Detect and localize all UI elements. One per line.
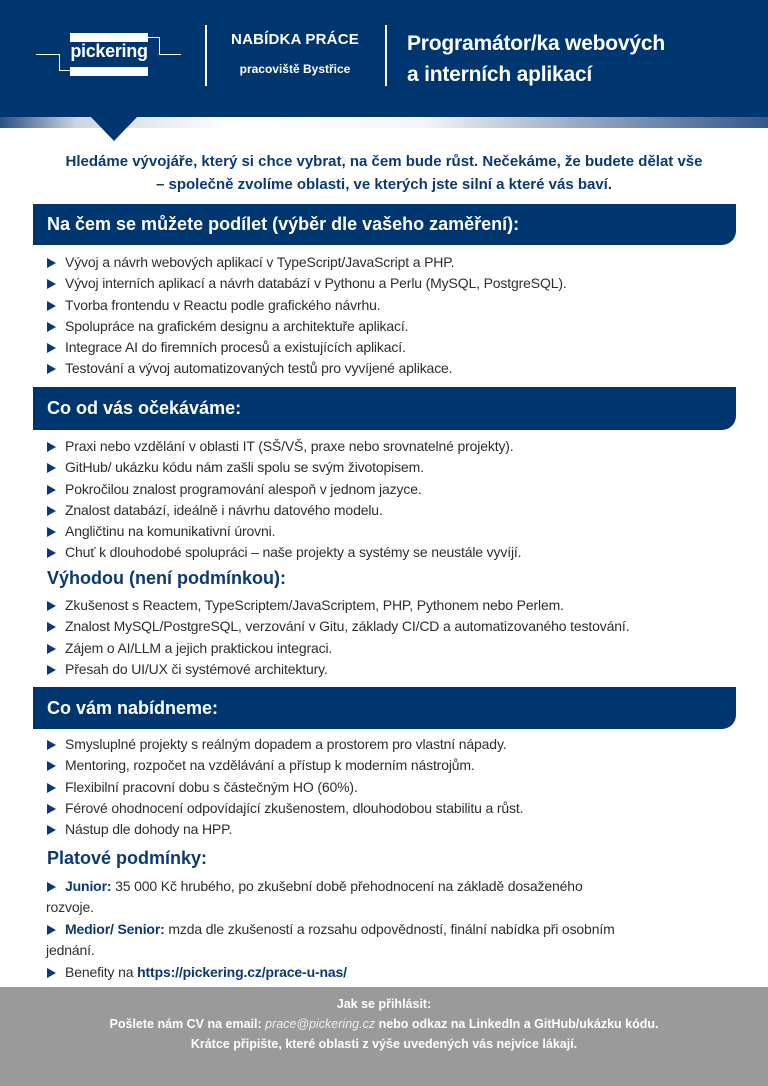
intro-text bbox=[20, 150, 748, 196]
list-item bbox=[46, 734, 756, 755]
bullet-triangle-icon bbox=[47, 882, 56, 892]
bullet-triangle-icon bbox=[47, 527, 56, 537]
bullet-triangle-icon bbox=[47, 506, 56, 516]
footer-heading: Jak se přihlásit: bbox=[336, 997, 432, 1011]
job-title bbox=[407, 28, 757, 90]
bullet-triangle-icon bbox=[47, 485, 56, 495]
section-header-benefits bbox=[33, 687, 736, 729]
list-item-text: Testování a vývoj automatizovaných testů pro vyvíjené aplikace. bbox=[65, 360, 453, 377]
salary-label: Medior/ Senior: bbox=[65, 921, 165, 937]
salary-text: 35 000 Kč hrubého, po zkušební době přehodnocení na základě dosaženého bbox=[111, 878, 583, 894]
list-item bbox=[46, 755, 756, 776]
bullet-triangle-icon bbox=[47, 783, 56, 793]
footer-line bbox=[0, 1014, 768, 1034]
list-item-text: Integrace AI do firemních procesů a existujících aplikací. bbox=[65, 339, 406, 356]
salary-text-continuation: rozvoje. bbox=[46, 899, 94, 915]
bullet-triangle-icon bbox=[47, 644, 56, 654]
responsibilities-list bbox=[46, 252, 756, 380]
salary-list bbox=[46, 876, 746, 984]
list-item bbox=[46, 616, 756, 637]
list-item-text: Vývoj a návrh webových aplikací v TypeScript/JavaScript a PHP. bbox=[65, 254, 455, 270]
list-item bbox=[46, 659, 756, 680]
bullet-triangle-icon bbox=[47, 665, 56, 675]
bullet-triangle-icon bbox=[47, 343, 56, 353]
bullet-triangle-icon bbox=[47, 761, 56, 771]
list-item bbox=[46, 500, 756, 521]
list-item bbox=[46, 457, 756, 478]
list-item bbox=[46, 595, 756, 616]
header-divider bbox=[385, 25, 387, 86]
list-item bbox=[46, 479, 756, 500]
footer-text: nebo odkaz na LinkedIn a GitHub/ukázku kódu. bbox=[375, 1017, 659, 1031]
bullet-triangle-icon bbox=[47, 804, 56, 814]
subsection-title-salary: Platové podmínky: bbox=[47, 848, 208, 868]
salary-item-junior bbox=[46, 876, 746, 918]
bullet-triangle-icon bbox=[47, 258, 56, 268]
salary-text: mzda dle zkušeností a rozsahu odpovědností, finální nabídka při osobním bbox=[164, 921, 615, 937]
list-item bbox=[46, 316, 756, 337]
intro-line: Hledáme vývojáře, který si chce vybrat, na čem bude růst. Nečekáme, že budete dělat vše bbox=[65, 153, 703, 170]
list-item-text: Vývoj interních aplikací a návrh databází v Pythonu a Perlu (MySQL, PostgreSQL). bbox=[65, 275, 567, 292]
section-title: Na čem se můžete podílet (výběr dle vašeho zaměření): bbox=[47, 214, 520, 234]
bullet-triangle-icon bbox=[47, 601, 56, 611]
intro-line: – společně zvolíme oblasti, ve kterých jste silní a které vás baví. bbox=[155, 176, 613, 193]
list-item-text: Smysluplné projekty s reálným dopadem a prostorem pro vlastní nápady. bbox=[65, 736, 507, 752]
bullet-triangle-icon bbox=[47, 322, 56, 332]
header-banner bbox=[0, 0, 768, 117]
list-item bbox=[46, 252, 756, 273]
list-item bbox=[46, 295, 756, 316]
job-offer-label: NABÍDKA PRÁCE bbox=[231, 31, 359, 48]
bullet-triangle-icon bbox=[47, 279, 56, 289]
list-item-text: Zájem o AI/LLM a jejich praktickou integraci. bbox=[65, 639, 333, 656]
section-header-requirements bbox=[33, 387, 736, 430]
bullet-triangle-icon bbox=[47, 442, 56, 452]
logo-text: pickering bbox=[70, 41, 148, 61]
bullet-triangle-icon bbox=[47, 463, 56, 473]
footer-text: Pošlete nám CV na email: bbox=[109, 1017, 266, 1031]
job-title-line: a interních aplikací bbox=[407, 63, 593, 86]
list-item bbox=[46, 638, 756, 659]
bullet-triangle-icon bbox=[47, 301, 56, 311]
list-item-text: Spolupráce na grafickém designu a architektuře aplikací. bbox=[65, 317, 409, 334]
advantages-list bbox=[46, 595, 756, 680]
list-item bbox=[46, 521, 756, 542]
header-divider bbox=[205, 25, 207, 86]
bullet-triangle-icon bbox=[47, 548, 56, 558]
benefits-list bbox=[46, 734, 756, 840]
list-item-text: Mentoring, rozpočet na vzdělávání a přístup k moderním nástrojům. bbox=[65, 757, 475, 774]
list-item-text: Znalost MySQL/PostgreSQL, verzování v Gitu, základy CI/CD a automatizovaného testování. bbox=[65, 618, 630, 635]
list-item-text: Znalost databází, ideálně i návrhu datového modelu. bbox=[65, 501, 383, 518]
list-item-text: Zkušenost s Reactem, TypeScriptem/JavaScriptem, PHP, Pythonem nebo Perlem. bbox=[65, 597, 564, 613]
list-item-text: Praxi nebo vzdělání v oblasti IT (SŠ/VŠ, praxe nebo srovnatelné projekty). bbox=[65, 438, 514, 454]
requirements-list bbox=[46, 436, 756, 564]
footer-line: Krátce připište, které oblasti z výše uvedených vás nejvíce lákají. bbox=[190, 1037, 578, 1051]
list-item bbox=[46, 777, 756, 798]
bullet-triangle-icon bbox=[47, 925, 56, 935]
bullet-triangle-icon bbox=[47, 622, 56, 632]
bullet-triangle-icon bbox=[47, 740, 56, 750]
section-title: Co od vás očekáváme: bbox=[47, 398, 242, 418]
list-item bbox=[46, 337, 756, 358]
list-item bbox=[46, 273, 756, 294]
benefits-link[interactable]: https://pickering.cz/prace-u-nas/ bbox=[137, 964, 347, 980]
salary-item-senior bbox=[46, 919, 746, 961]
section-header-responsibilities bbox=[33, 204, 736, 245]
list-item bbox=[46, 436, 756, 457]
list-item-text: Angličtinu na komunikativní úrovni. bbox=[65, 523, 276, 540]
salary-item-benefits bbox=[46, 962, 746, 983]
bullet-triangle-icon bbox=[47, 825, 56, 835]
list-item-text: Férové ohodnocení odpovídající zkušenostem, dlouhodobou stabilitu a růst. bbox=[65, 799, 524, 816]
workplace-label: pracoviště Bystřice bbox=[239, 62, 351, 76]
bullet-triangle-icon bbox=[47, 364, 56, 374]
subsection-title-advantages: Výhodou (není podmínkou): bbox=[47, 568, 286, 588]
bullet-triangle-icon bbox=[47, 968, 56, 978]
email-link[interactable]: prace@pickering.cz bbox=[265, 1017, 376, 1031]
list-item-text: Pokročilou znalost programování alespoň v jednom jazyce. bbox=[65, 480, 422, 497]
list-item-text: GitHub/ ukázku kódu nám zašli spolu se svým životopisem. bbox=[65, 459, 424, 476]
footer-apply-info bbox=[0, 987, 768, 1086]
salary-text: Benefity na bbox=[65, 964, 138, 980]
list-item bbox=[46, 819, 756, 840]
list-item-text: Přesah do UI/UX či systémové architektury. bbox=[65, 660, 328, 677]
list-item-text: Chuť k dlouhodobé spolupráci – naše projekty a systémy se neustále vyvíjí. bbox=[65, 544, 522, 561]
salary-text-continuation: jednání. bbox=[46, 942, 95, 958]
header-pointer-triangle bbox=[90, 116, 138, 141]
list-item bbox=[46, 358, 756, 379]
job-title-line: Programátor/ka webových bbox=[407, 32, 665, 55]
list-item-text: Flexibilní pracovní dobu s částečným HO (60%). bbox=[65, 778, 358, 795]
list-item bbox=[46, 542, 756, 563]
list-item bbox=[46, 798, 756, 819]
section-title: Co vám nabídneme: bbox=[47, 697, 219, 718]
salary-label: Junior: bbox=[65, 878, 112, 894]
list-item-text: Nástup dle dohody na HPP. bbox=[65, 821, 233, 838]
list-item-text: Tvorba frontendu v Reactu podle grafického návrhu. bbox=[65, 296, 381, 313]
